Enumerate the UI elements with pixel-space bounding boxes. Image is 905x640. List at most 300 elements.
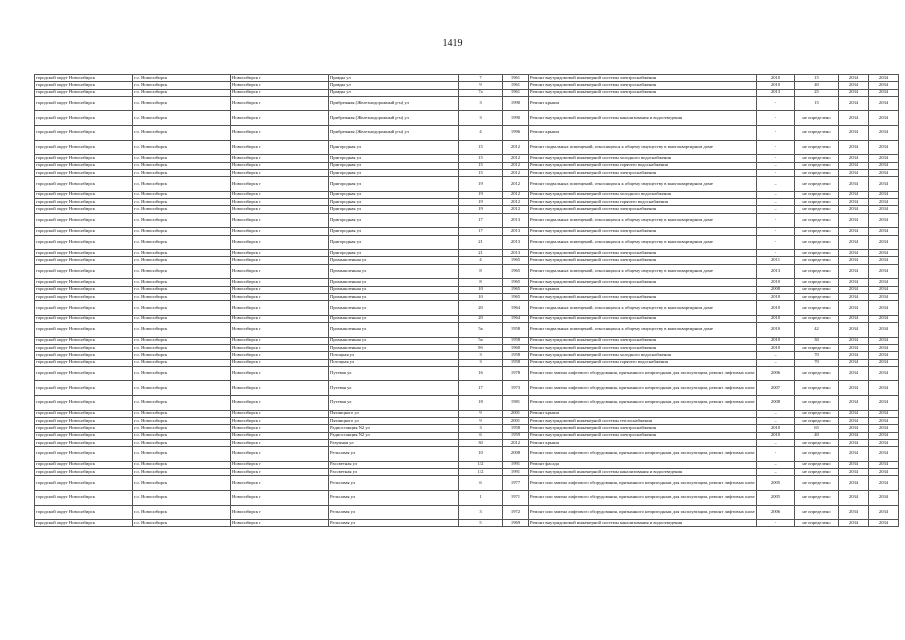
cell-year-built: 1961 — [503, 89, 529, 96]
cell-work-type: Ремонт внутридомовой инженерной системы канализования и водоотведения — [529, 520, 757, 527]
cell-plan-to: 2034 — [869, 505, 899, 520]
cell-year-built: 1978 — [503, 366, 529, 381]
cell-last-repair: - — [757, 140, 795, 155]
cell-last-repair: 2010 — [757, 425, 795, 432]
cell-plan-to: 2034 — [869, 162, 899, 169]
cell-locality: Новосибирск г — [231, 89, 329, 96]
cell-wear: 40 — [795, 82, 839, 89]
cell-settlement: г.о. Новосибирск — [133, 264, 231, 279]
cell-year-built: 1964 — [503, 315, 529, 322]
cell-year-built: 2013 — [503, 228, 529, 235]
cell-plan-from: 2034 — [839, 286, 869, 293]
cell-street: Пригородная ул — [329, 177, 459, 192]
table-row — [35, 286, 899, 293]
cell-house: 1/2 — [459, 469, 503, 476]
cell-settlement: г.о. Новосибирск — [133, 155, 231, 162]
cell-settlement: г.о. Новосибирск — [133, 126, 231, 141]
table-row — [35, 293, 899, 300]
cell-last-repair: – — [757, 162, 795, 169]
cell-plan-to: 2034 — [869, 352, 899, 359]
cell-work-type: Ремонт подвальных помещений, относящихся к общему имуществу в многоквартирном доме — [529, 323, 757, 338]
cell-locality: Новосибирск г — [231, 396, 329, 411]
table-row — [35, 315, 899, 322]
cell-wear: не определено — [795, 250, 839, 257]
cell-plan-to: 2034 — [869, 520, 899, 527]
cell-plan-from: 2034 — [839, 89, 869, 96]
cell-house: 15 — [459, 162, 503, 169]
cell-house: 19 — [459, 191, 503, 198]
table-row — [35, 337, 899, 344]
cell-house: 9 — [459, 410, 503, 417]
cell-wear: не определено — [795, 520, 839, 527]
cell-locality: Новосибирск г — [231, 169, 329, 176]
cell-last-repair: - — [757, 228, 795, 235]
cell-locality: Новосибирск г — [231, 228, 329, 235]
cell-house: 7 — [459, 75, 503, 82]
cell-municipality: городской округ Новосибирск — [35, 315, 133, 322]
cell-street: Радиостанция N2 ул — [329, 432, 459, 439]
cell-locality: Новосибирск г — [231, 140, 329, 155]
cell-work-type: Ремонт внутридомовой инженерной системы холодного водоснабжения — [529, 155, 757, 162]
cell-wear: 15 — [795, 96, 839, 111]
cell-house: 20 — [459, 301, 503, 316]
cell-last-repair: – — [757, 439, 795, 446]
cell-locality: Новосибирск г — [231, 352, 329, 359]
cell-settlement: г.о. Новосибирск — [133, 75, 231, 82]
cell-street: Рассветная ул — [329, 461, 459, 468]
cell-street: Пригородная ул — [329, 228, 459, 235]
cell-last-repair: 2010 — [757, 82, 795, 89]
cell-municipality: городской округ Новосибирск — [35, 469, 133, 476]
cell-last-repair: 2010 — [757, 344, 795, 351]
cell-municipality: городской округ Новосибирск — [35, 439, 133, 446]
table-row — [35, 490, 899, 505]
cell-work-type: Ремонт крыши — [529, 286, 757, 293]
cell-plan-from: 2034 — [839, 417, 869, 424]
cell-settlement: г.о. Новосибирск — [133, 235, 231, 250]
cell-plan-to: 2034 — [869, 301, 899, 316]
cell-municipality: городской округ Новосибирск — [35, 75, 133, 82]
cell-plan-from: 2034 — [839, 476, 869, 491]
cell-house: 19 — [459, 206, 503, 213]
cell-settlement: г.о. Новосибирск — [133, 111, 231, 126]
cell-municipality: городской округ Новосибирск — [35, 228, 133, 235]
cell-work-type: Ремонт внутридомовой инженерной системы электроснабжения — [529, 293, 757, 300]
table-row — [35, 301, 899, 316]
cell-house: 4 — [459, 126, 503, 141]
cell-wear: не определено — [795, 286, 839, 293]
cell-work-type: Ремонт внутридомовой инженерной системы электроснабжения — [529, 337, 757, 344]
cell-year-built: 1981 — [503, 396, 529, 411]
table-row — [35, 250, 899, 257]
cell-house: 17 — [459, 213, 503, 228]
cell-plan-to: 2034 — [869, 344, 899, 351]
cell-street: Пригородная ул — [329, 155, 459, 162]
cell-plan-from: 2034 — [839, 490, 869, 505]
cell-last-repair: - — [757, 250, 795, 257]
cell-municipality: городской округ Новосибирск — [35, 447, 133, 462]
cell-plan-to: 2034 — [869, 396, 899, 411]
cell-settlement: г.о. Новосибирск — [133, 490, 231, 505]
cell-wear: не определено — [795, 447, 839, 462]
cell-municipality: городской округ Новосибирск — [35, 520, 133, 527]
cell-locality: Новосибирск г — [231, 177, 329, 192]
cell-plan-to: 2034 — [869, 410, 899, 417]
table-row — [35, 476, 899, 491]
table-row — [35, 432, 899, 439]
cell-settlement: г.о. Новосибирск — [133, 469, 231, 476]
cell-municipality: городской округ Новосибирск — [35, 250, 133, 257]
cell-year-built: 2012 — [503, 439, 529, 446]
cell-last-repair: - — [757, 169, 795, 176]
cell-year-built: 2012 — [503, 169, 529, 176]
cell-year-built: 2013 — [503, 250, 529, 257]
cell-settlement: г.о. Новосибирск — [133, 432, 231, 439]
cell-plan-to: 2034 — [869, 169, 899, 176]
cell-plan-to: 2034 — [869, 228, 899, 235]
cell-wear: не определено — [795, 505, 839, 520]
cell-house: 17 — [459, 228, 503, 235]
cell-settlement: г.о. Новосибирск — [133, 250, 231, 257]
cell-municipality: городской округ Новосибирск — [35, 505, 133, 520]
cell-municipality: городской округ Новосибирск — [35, 191, 133, 198]
cell-year-built: 1961 — [503, 75, 529, 82]
cell-plan-from: 2034 — [839, 293, 869, 300]
cell-locality: Новосибирск г — [231, 461, 329, 468]
cell-plan-to: 2034 — [869, 279, 899, 286]
cell-settlement: г.о. Новосибирск — [133, 410, 231, 417]
cell-street: Пригородная ул — [329, 250, 459, 257]
cell-locality: Новосибирск г — [231, 315, 329, 322]
cell-street: Пригородная ул — [329, 140, 459, 155]
cell-last-repair: – — [757, 352, 795, 359]
cell-settlement: г.о. Новосибирск — [133, 82, 231, 89]
table-row — [35, 505, 899, 520]
cell-work-type: Ремонт внутридомовой инженерной системы электроснабжения — [529, 89, 757, 96]
table-row — [35, 439, 899, 446]
cell-settlement: г.о. Новосибирск — [133, 396, 231, 411]
cell-plan-to: 2034 — [869, 140, 899, 155]
cell-plan-from: 2034 — [839, 396, 869, 411]
cell-work-type: Ремонт внутридомовой инженерной системы холодного водоснабжения — [529, 191, 757, 198]
cell-locality: Новосибирск г — [231, 213, 329, 228]
cell-year-built: 2012 — [503, 140, 529, 155]
cell-plan-from: 2034 — [839, 323, 869, 338]
table-row — [35, 359, 899, 366]
cell-street: Рельсовая ул — [329, 520, 459, 527]
cell-plan-to: 2034 — [869, 111, 899, 126]
cell-house: 4 — [459, 257, 503, 264]
cell-municipality: городской округ Новосибирск — [35, 96, 133, 111]
cell-street: Путевая ул — [329, 381, 459, 396]
cell-street: Рассветная ул — [329, 469, 459, 476]
cell-municipality: городской округ Новосибирск — [35, 279, 133, 286]
cell-locality: Новосибирск г — [231, 250, 329, 257]
cell-settlement: г.о. Новосибирск — [133, 439, 231, 446]
table-row — [35, 140, 899, 155]
cell-plan-from: 2034 — [839, 126, 869, 141]
cell-work-type: Ремонт внутридомовой инженерной системы электроснабжения — [529, 344, 757, 351]
cell-settlement: г.о. Новосибирск — [133, 279, 231, 286]
cell-plan-to: 2034 — [869, 469, 899, 476]
cell-house: 7а — [459, 89, 503, 96]
table-row — [35, 75, 899, 82]
cell-last-repair: 2005 — [757, 476, 795, 491]
cell-year-built: 1961 — [503, 82, 529, 89]
cell-plan-to: 2034 — [869, 191, 899, 198]
cell-work-type: Ремонт подвальных помещений, относящихся к общему имуществу в многоквартирном доме — [529, 177, 757, 192]
cell-plan-from: 2034 — [839, 439, 869, 446]
cell-locality: Новосибирск г — [231, 410, 329, 417]
cell-wear: не определено — [795, 213, 839, 228]
cell-street: Правды ул — [329, 82, 459, 89]
cell-street: Пригородная ул — [329, 213, 459, 228]
cell-municipality: городской округ Новосибирск — [35, 199, 133, 206]
table-row — [35, 169, 899, 176]
cell-settlement: г.о. Новосибирск — [133, 344, 231, 351]
cell-wear: не определено — [795, 461, 839, 468]
cell-municipality: городской округ Новосибирск — [35, 417, 133, 424]
table-row — [35, 213, 899, 228]
table-row — [35, 177, 899, 192]
cell-last-repair: - — [757, 126, 795, 141]
cell-plan-from: 2034 — [839, 177, 869, 192]
cell-plan-to: 2034 — [869, 293, 899, 300]
cell-house: 18 — [459, 396, 503, 411]
cell-settlement: г.о. Новосибирск — [133, 228, 231, 235]
table-row — [35, 279, 899, 286]
cell-work-type: Ремонт или замена лифтового оборудования, признанного непригодным для эксплуатации, ремонт лифтовых шахт — [529, 447, 757, 462]
cell-plan-to: 2034 — [869, 323, 899, 338]
cell-house: 6 — [459, 432, 503, 439]
cell-locality: Новосибирск г — [231, 323, 329, 338]
cell-settlement: г.о. Новосибирск — [133, 140, 231, 155]
cell-municipality: городской округ Новосибирск — [35, 206, 133, 213]
cell-locality: Новосибирск г — [231, 439, 329, 446]
cell-work-type: Ремонт фасада — [529, 461, 757, 468]
cell-last-repair: – — [757, 417, 795, 424]
cell-year-built: 2012 — [503, 155, 529, 162]
cell-work-type: Ремонт или замена лифтового оборудования, признанного непригодным для эксплуатации, ремонт лифтовых шахт — [529, 381, 757, 396]
cell-house: 8 — [459, 279, 503, 286]
cell-street: Разумная ул — [329, 439, 459, 446]
cell-wear: не определено — [795, 140, 839, 155]
cell-street: Потоцкая ул — [329, 359, 459, 366]
cell-settlement: г.о. Новосибирск — [133, 169, 231, 176]
cell-municipality: городской округ Новосибирск — [35, 293, 133, 300]
cell-plan-from: 2034 — [839, 96, 869, 111]
cell-settlement: г.о. Новосибирск — [133, 301, 231, 316]
cell-plan-from: 2034 — [839, 520, 869, 527]
cell-wear: не определено — [795, 169, 839, 176]
cell-year-built: 1958 — [503, 352, 529, 359]
cell-last-repair: – — [757, 359, 795, 366]
cell-year-built: 1965 — [503, 264, 529, 279]
cell-wear: не определено — [795, 177, 839, 192]
cell-year-built: 2013 — [503, 213, 529, 228]
cell-street: Путевая ул — [329, 366, 459, 381]
cell-last-repair: 2013 — [757, 89, 795, 96]
cell-plan-to: 2034 — [869, 155, 899, 162]
cell-house: 21 — [459, 250, 503, 257]
cell-house: 15 — [459, 169, 503, 176]
cell-settlement: г.о. Новосибирск — [133, 447, 231, 462]
cell-settlement: г.о. Новосибирск — [133, 199, 231, 206]
cell-house: 17 — [459, 381, 503, 396]
cell-last-repair: - — [757, 520, 795, 527]
cell-year-built: 1973 — [503, 381, 529, 396]
cell-settlement: г.о. Новосибирск — [133, 323, 231, 338]
cell-year-built: 1964 — [503, 301, 529, 316]
cell-last-repair: - — [757, 447, 795, 462]
table-row — [35, 191, 899, 198]
cell-work-type: Ремонт внутридомовой инженерной системы горячего водоснабжения — [529, 199, 757, 206]
table-row — [35, 396, 899, 411]
cell-house: 1 — [459, 490, 503, 505]
cell-plan-from: 2034 — [839, 344, 869, 351]
cell-house: 15 — [459, 155, 503, 162]
cell-locality: Новосибирск г — [231, 162, 329, 169]
cell-plan-from: 2034 — [839, 213, 869, 228]
cell-wear: не определено — [795, 155, 839, 162]
cell-wear: не определено — [795, 111, 839, 126]
cell-plan-from: 2034 — [839, 82, 869, 89]
cell-municipality: городской округ Новосибирск — [35, 301, 133, 316]
table-row — [35, 162, 899, 169]
cell-plan-from: 2034 — [839, 301, 869, 316]
cell-locality: Новосибирск г — [231, 432, 329, 439]
cell-last-repair: 2010 — [757, 279, 795, 286]
cell-street: Прибрежная (Железнодорожный р-н) ул — [329, 111, 459, 126]
repair-schedule-table — [34, 74, 899, 527]
cell-street: Пригородная ул — [329, 235, 459, 250]
cell-year-built: 1965 — [503, 279, 529, 286]
cell-plan-from: 2034 — [839, 250, 869, 257]
cell-house: 9б — [459, 344, 503, 351]
cell-municipality: городской округ Новосибирск — [35, 337, 133, 344]
cell-work-type: Ремонт подвальных помещений, относящихся к общему имуществу в многоквартирном доме — [529, 235, 757, 250]
cell-work-type: Ремонт внутридомовой инженерной системы электроснабжения — [529, 257, 757, 264]
cell-house: 3 — [459, 505, 503, 520]
cell-year-built: 1960 — [503, 344, 529, 351]
cell-locality: Новосибирск г — [231, 417, 329, 424]
cell-plan-from: 2034 — [839, 425, 869, 432]
cell-work-type: Ремонт или замена лифтового оборудования, признанного непригодным для эксплуатации, ремонт лифтовых шахт — [529, 396, 757, 411]
cell-settlement: г.о. Новосибирск — [133, 476, 231, 491]
cell-locality: Новосибирск г — [231, 279, 329, 286]
cell-plan-to: 2034 — [869, 366, 899, 381]
cell-locality: Новосибирск г — [231, 199, 329, 206]
cell-last-repair: - — [757, 235, 795, 250]
cell-plan-to: 2034 — [869, 417, 899, 424]
cell-year-built: 1991 — [503, 461, 529, 468]
cell-year-built: 1958 — [503, 323, 529, 338]
cell-plan-to: 2034 — [869, 177, 899, 192]
cell-last-repair: 2006 — [757, 366, 795, 381]
cell-year-built: 2012 — [503, 206, 529, 213]
cell-street: Пригородная ул — [329, 162, 459, 169]
cell-work-type: Ремонт крыши — [529, 410, 757, 417]
cell-wear: не определено — [795, 396, 839, 411]
cell-work-type: Ремонт внутридомовой инженерной системы канализования и водоотведения — [529, 469, 757, 476]
cell-street: Правды ул — [329, 89, 459, 96]
cell-year-built: 2012 — [503, 199, 529, 206]
cell-plan-from: 2034 — [839, 505, 869, 520]
cell-municipality: городской округ Новосибирск — [35, 323, 133, 338]
cell-street: Потоцкая ул — [329, 352, 459, 359]
cell-plan-to: 2034 — [869, 250, 899, 257]
cell-work-type: Ремонт внутридомовой инженерной системы теплоснабжения — [529, 417, 757, 424]
cell-municipality: городской округ Новосибирск — [35, 213, 133, 228]
cell-municipality: городской округ Новосибирск — [35, 140, 133, 155]
cell-wear: 40 — [795, 432, 839, 439]
cell-locality: Новосибирск г — [231, 264, 329, 279]
cell-wear: не определено — [795, 199, 839, 206]
cell-house: 8 — [459, 264, 503, 279]
cell-house: 5 — [459, 520, 503, 527]
cell-plan-from: 2034 — [839, 381, 869, 396]
cell-last-repair: 2005 — [757, 490, 795, 505]
cell-municipality: городской округ Новосибирск — [35, 396, 133, 411]
cell-wear: не определено — [795, 490, 839, 505]
cell-settlement: г.о. Новосибирск — [133, 461, 231, 468]
cell-plan-to: 2034 — [869, 213, 899, 228]
cell-plan-from: 2034 — [839, 257, 869, 264]
cell-settlement: г.о. Новосибирск — [133, 359, 231, 366]
cell-settlement: г.о. Новосибирск — [133, 162, 231, 169]
table-row — [35, 447, 899, 462]
cell-street: Промышленная ул — [329, 344, 459, 351]
cell-year-built: 2012 — [503, 177, 529, 192]
cell-settlement: г.о. Новосибирск — [133, 381, 231, 396]
cell-wear: не определено — [795, 301, 839, 316]
cell-plan-from: 2034 — [839, 235, 869, 250]
cell-last-repair: 2008 — [757, 396, 795, 411]
cell-work-type: Ремонт внутридомовой инженерной системы электроснабжения — [529, 206, 757, 213]
cell-settlement: г.о. Новосибирск — [133, 89, 231, 96]
cell-last-repair: - — [757, 96, 795, 111]
table-row — [35, 228, 899, 235]
cell-plan-from: 2034 — [839, 447, 869, 462]
cell-wear: 70 — [795, 352, 839, 359]
cell-plan-from: 2034 — [839, 337, 869, 344]
cell-locality: Новосибирск г — [231, 476, 329, 491]
cell-municipality: городской округ Новосибирск — [35, 359, 133, 366]
cell-wear: не определено — [795, 410, 839, 417]
cell-settlement: г.о. Новосибирск — [133, 286, 231, 293]
cell-settlement: г.о. Новосибирск — [133, 315, 231, 322]
cell-house: 16 — [459, 366, 503, 381]
cell-municipality: городской округ Новосибирск — [35, 476, 133, 491]
cell-wear: не определено — [795, 257, 839, 264]
cell-year-built: 2013 — [503, 235, 529, 250]
cell-plan-from: 2034 — [839, 359, 869, 366]
cell-last-repair: – — [757, 469, 795, 476]
cell-locality: Новосибирск г — [231, 96, 329, 111]
cell-street: Промышленная ул — [329, 257, 459, 264]
cell-work-type: Ремонт внутридомовой инженерной системы электроснабжения — [529, 75, 757, 82]
cell-plan-from: 2034 — [839, 279, 869, 286]
cell-locality: Новосибирск г — [231, 82, 329, 89]
cell-plan-from: 2034 — [839, 191, 869, 198]
cell-last-repair: – — [757, 461, 795, 468]
cell-street: Пригородная ул — [329, 191, 459, 198]
cell-municipality: городской округ Новосибирск — [35, 169, 133, 176]
cell-settlement: г.о. Новосибирск — [133, 337, 231, 344]
cell-plan-to: 2034 — [869, 206, 899, 213]
cell-wear: не определено — [795, 439, 839, 446]
cell-plan-from: 2034 — [839, 140, 869, 155]
